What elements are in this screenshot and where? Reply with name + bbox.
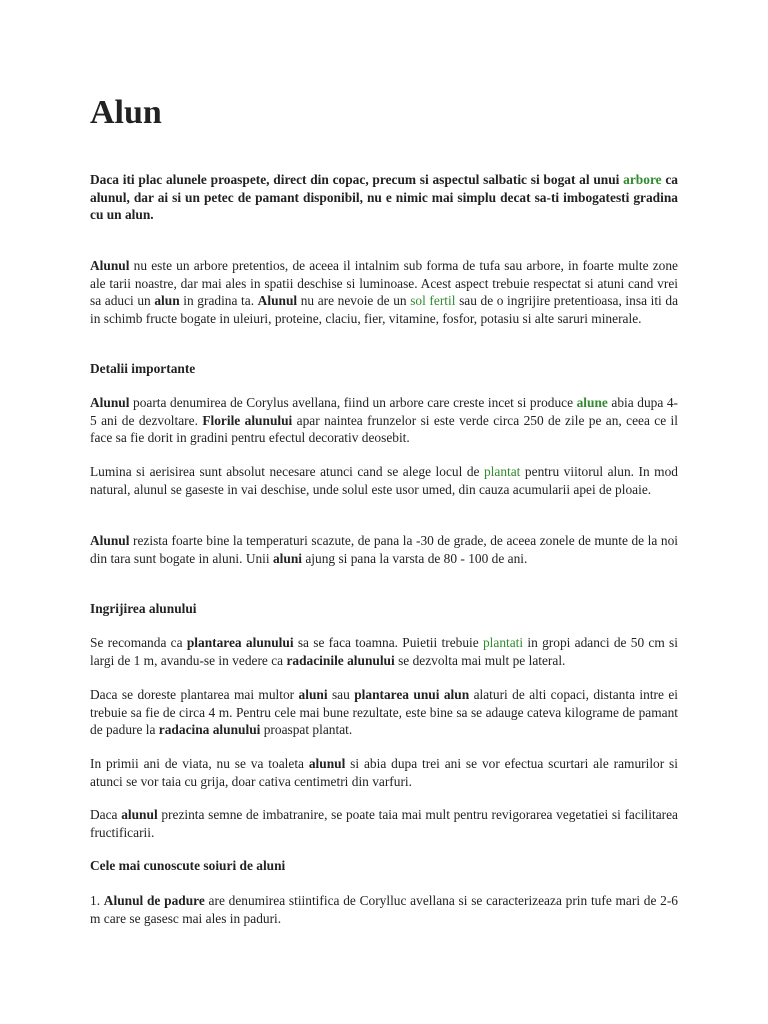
bold-text: radacina alunului: [158, 722, 261, 737]
body-text: in gradina ta.: [179, 293, 258, 308]
intro-paragraph: [90, 171, 678, 224]
bold-text: Alunul: [257, 293, 298, 308]
intro-text-end: ca alunul, dar ai si un petec de pamant disponibil, nu e nimic mai simplu decat sa-ti imbogatesti gradina cu un alun.: [90, 172, 678, 222]
body-text: in gropi adanci de 50 cm si largi de 1 m, avandu-se in vedere ca: [90, 635, 678, 668]
body-text: alaturi de alti copaci, distanta intre ei trebuie sa fie de circa 4 m. Pentru cele mai bune rezultate, este bine sa se adauge cateva kilograme de pamant de padure la: [90, 687, 679, 737]
paragraph-plantare: [90, 634, 678, 669]
page-title: Alun: [90, 94, 162, 131]
body-text: si abia dupa trei ani se vor efectua scurtari ale ramurilor si atunci se vor taia cu grija, doar cativa centimetri din varfuri.: [90, 756, 678, 789]
body-text: In primii ani de viata, nu se va toaleta: [90, 756, 309, 771]
body-text: sau de o ingrijire pretentioasa, insa iti da in schimb fructe bogate in uleiuri, proteine, claciu, fier, vitamine, fosfor, potasiu si alte saruri minerale.: [90, 293, 679, 326]
bold-text: Alunul: [90, 533, 130, 548]
body-text: poarta denumirea de Corylus avellana, fiind un arbore care creste incet si produce: [129, 395, 577, 410]
body-text: abia dupa 4-5 ani de dezvoltare.: [90, 395, 678, 428]
body-text: sau: [327, 687, 355, 702]
bold-text: Alunul de padure: [103, 893, 205, 908]
body-text: se dezvolta mai mult pe lateral.: [394, 652, 566, 668]
bold-text: Alunul: [90, 258, 130, 273]
paragraph-detalii: [90, 394, 678, 447]
bold-text: alunul: [308, 756, 346, 771]
bold-text: alunul: [121, 807, 158, 822]
section-heading-detalii: Detalii importante: [90, 361, 196, 376]
body-text: nu are nevoie de un: [297, 293, 411, 308]
paragraph-distanta: [90, 686, 678, 739]
bold-text: plantarea alunului: [186, 635, 294, 650]
paragraph-alunul-intro: [90, 257, 678, 327]
bold-text: radacinile alunului: [286, 652, 395, 668]
body-text: Se recomanda ca: [90, 635, 187, 650]
paragraph-toaletare: [90, 755, 678, 790]
paragraph-soi-1: [90, 892, 678, 927]
section-heading-ingrijire: Ingrijirea alunului: [90, 601, 197, 616]
paragraph-lumina: [90, 463, 678, 498]
link-sol-fertil[interactable]: sol fertil: [410, 293, 456, 308]
bold-text: Florile alunului: [202, 412, 293, 428]
paragraph-temperaturi: [90, 532, 678, 567]
body-text: ajung si pana la varsta de 80 - 100 de ani.: [302, 550, 528, 566]
body-text: prezinta semne de imbatranire, se poate taia mai mult pentru revigorarea vegetatiei si facilitarea fructificarii.: [90, 807, 678, 840]
bold-text: Alunul: [90, 395, 130, 410]
body-text: sa se faca toamna. Puietii trebuie: [293, 635, 483, 650]
body-text: Lumina si aerisirea sunt absolut necesare atunci cand se alege locul de: [90, 464, 484, 479]
body-text: proaspat plantat.: [260, 722, 353, 737]
bold-text: plantarea unui alun: [354, 687, 470, 702]
link-plantat[interactable]: plantat: [483, 464, 521, 479]
link-plantati[interactable]: plantati: [482, 635, 524, 650]
body-text: nu este un arbore pretentios, de aceea il intalnim sub forma de tufa sau arbore, in foarte multe zone ale tarii noastre, dar mai ales in spatii deschise si luminoase. Acest aspect trebuie respectat si atuni cand vrei sa aduci un: [90, 258, 678, 308]
body-text: rezista foarte bine la temperaturi scazute, de pana la -30 de grade, de aceea zonele de munte de la noi din tara sunt bogate in aluni. Unii: [90, 533, 678, 566]
body-text: are denumirea stiintifica de Corylluc avellana si se caracterizeaza prin tufe mari de 2-6 m care se gasesc mai ales in paduri.: [90, 893, 679, 926]
body-text: Daca: [90, 807, 122, 822]
bold-text: aluni: [272, 550, 303, 566]
body-text: 1.: [90, 893, 104, 908]
bold-text: aluni: [298, 687, 328, 702]
link-alune[interactable]: alune: [576, 395, 608, 410]
intro-text: Daca iti plac alunele proaspete, direct din copac, precum si aspectul salbatic si bogat al unui: [90, 172, 624, 187]
bold-text: alun: [154, 293, 180, 308]
paragraph-imbatranire: [90, 806, 678, 841]
body-text: Daca se doreste plantarea mai multor: [90, 687, 299, 702]
body-text: apar naintea frunzelor si este verde circa 250 de zile pe an, ceea ce il face sa fie dorit in gradini pentru efectul decorativ deosebit.: [90, 412, 679, 445]
link-arbore[interactable]: arbore: [623, 172, 662, 187]
section-heading-soiuri: Cele mai cunoscute soiuri de aluni: [90, 858, 286, 873]
body-text: pentru viitorul alun. In mod natural, alunul se gaseste in vai deschise, unde solul este usor umed, din cauza acumularii apei de ploaie.: [90, 464, 678, 497]
